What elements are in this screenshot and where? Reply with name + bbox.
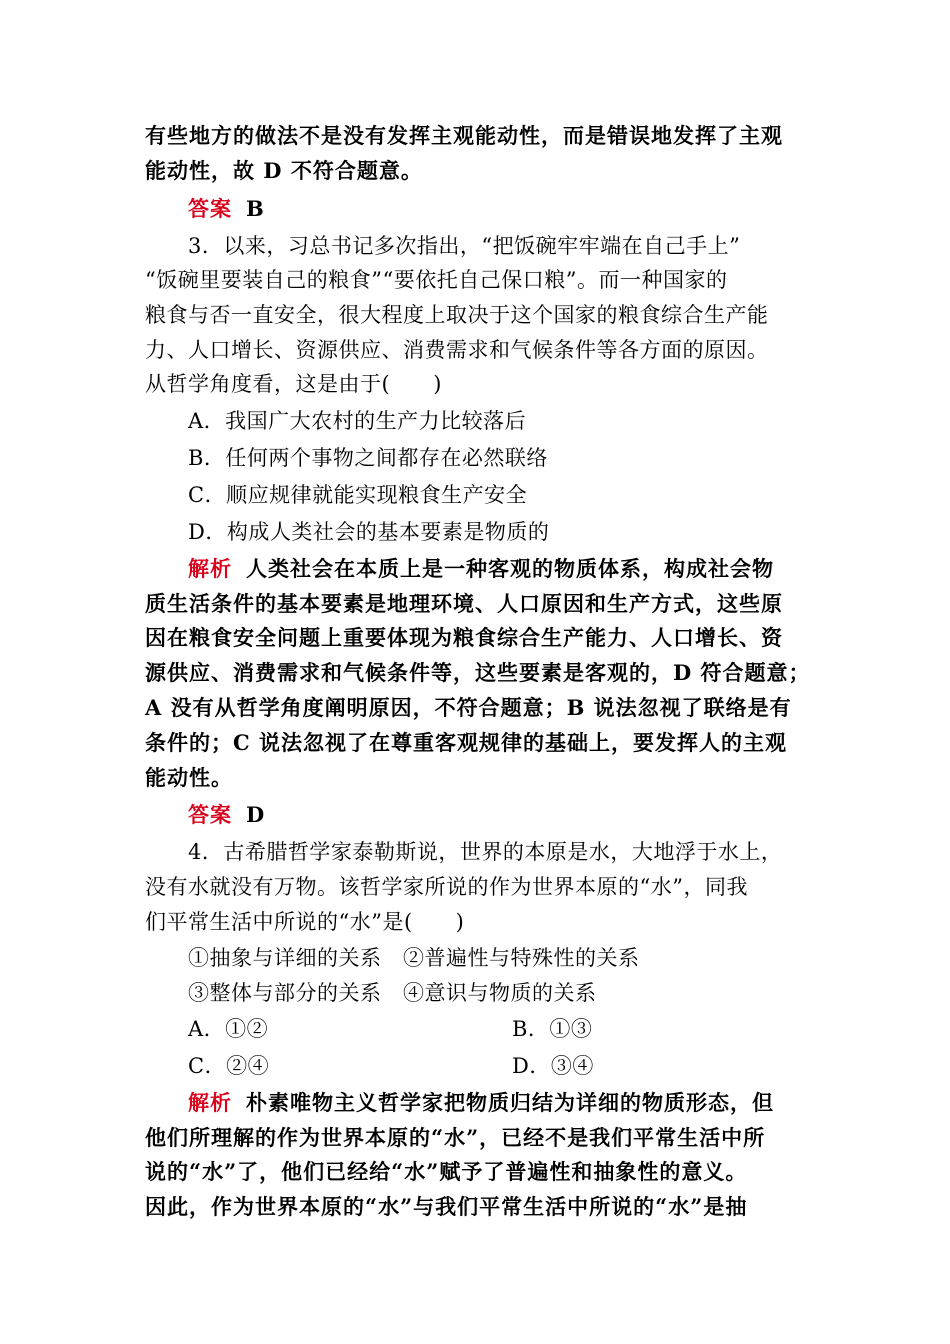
option-a: A．①② [188,1017,269,1041]
option-d: D．③④ [512,1054,594,1078]
analysis-text: 朴素唯物主义哲学家把物质归结为详细的物质形态，但 [246,1090,774,1115]
question-stem-line: 从哲学角度看，这是由于( ) [145,372,442,396]
statement-items-line: ③整体与部分的关系 ④意识与物质的关系 [188,981,597,1005]
question-stem-line: 们平常生活中所说的“水”是( ) [145,910,465,934]
analysis-line: 条件的；C 说法忽视了在尊重客观规律的基础上，要发挥人的主观 [145,730,788,755]
option-d: D．构成人类社会的基本要素是物质的 [188,520,550,544]
analysis-line: 因在粮食安全问题上重要体现为粮食综合生产能力、人口增长、资 [145,625,783,650]
analysis-line: 能动性。 [145,765,233,790]
answer-value: D [246,802,266,827]
analysis-line [188,555,808,583]
analysis-label: 解析 [188,1090,232,1115]
analysis-line: 他们所理解的作为世界本原的“水”，已经不是我们平常生活中所 [145,1125,766,1150]
option-b: B．任何两个事物之间都存在必然联络 [188,446,548,470]
options-row [188,1052,808,1080]
answer-line [188,195,808,223]
paragraph-line: 有些地方的做法不是没有发挥主观能动性，而是错误地发挥了主观 [145,123,783,148]
options-row [188,1015,808,1043]
analysis-line [188,1089,808,1117]
analysis-line: 因此，作为世界本原的“水”与我们平常生活中所说的“水”是抽 [145,1194,748,1219]
question-stem-line: 4．古希腊哲学家泰勒斯说，世界的本原是水，大地浮于水上， [188,840,783,864]
analysis-line: 质生活条件的基本要素是地理环境、人口原因和生产方式，这些原 [145,591,783,616]
option-c: C．②④ [188,1054,270,1078]
question-stem-line: “饭碗里要装自己的粮食”“要依托自己保口粮”。而一种国家的 [145,268,728,292]
answer-label: 答案 [188,196,232,221]
option-a: A．我国广大农村的生产力比较落后 [188,409,527,433]
option-b: B．①③ [512,1017,593,1041]
question-stem-line: 粮食与否一直安全，很大程度上取决于这个国家的粮食综合生产能 [145,303,769,327]
answer-line [188,801,808,829]
statement-items-line: ①抽象与详细的关系 ②普遍性与特殊性的关系 [188,946,640,970]
answer-value: B [246,196,265,221]
answer-label: 答案 [188,802,232,827]
analysis-line: 源供应、消费需求和气候条件等，这些要素是客观的，D 符合题意； [145,660,811,685]
question-stem-line: 3．以来，习总书记多次指出，“把饭碗牢牢端在自己手上” [188,234,741,258]
analysis-label: 解析 [188,556,232,581]
analysis-text: 人类社会在本质上是一种客观的物质体系，构成社会物 [246,556,774,581]
analysis-line: 说的“水”了，他们已经给“水”赋予了普遍性和抽象性的意义。 [145,1159,748,1184]
paragraph-line: 能动性，故 D 不符合题意。 [145,158,423,183]
analysis-line: A 没有从哲学角度阐明原因，不符合题意；B 说法忽视了联络是有 [145,695,792,720]
option-c: C．顺应规律就能实现粮食生产安全 [188,483,528,507]
question-stem-line: 没有水就没有万物。该哲学家所说的作为世界本原的“水”，同我 [145,875,748,899]
question-stem-line: 力、人口增长、资源供应、消费需求和气候条件等各方面的原因。 [145,338,769,362]
